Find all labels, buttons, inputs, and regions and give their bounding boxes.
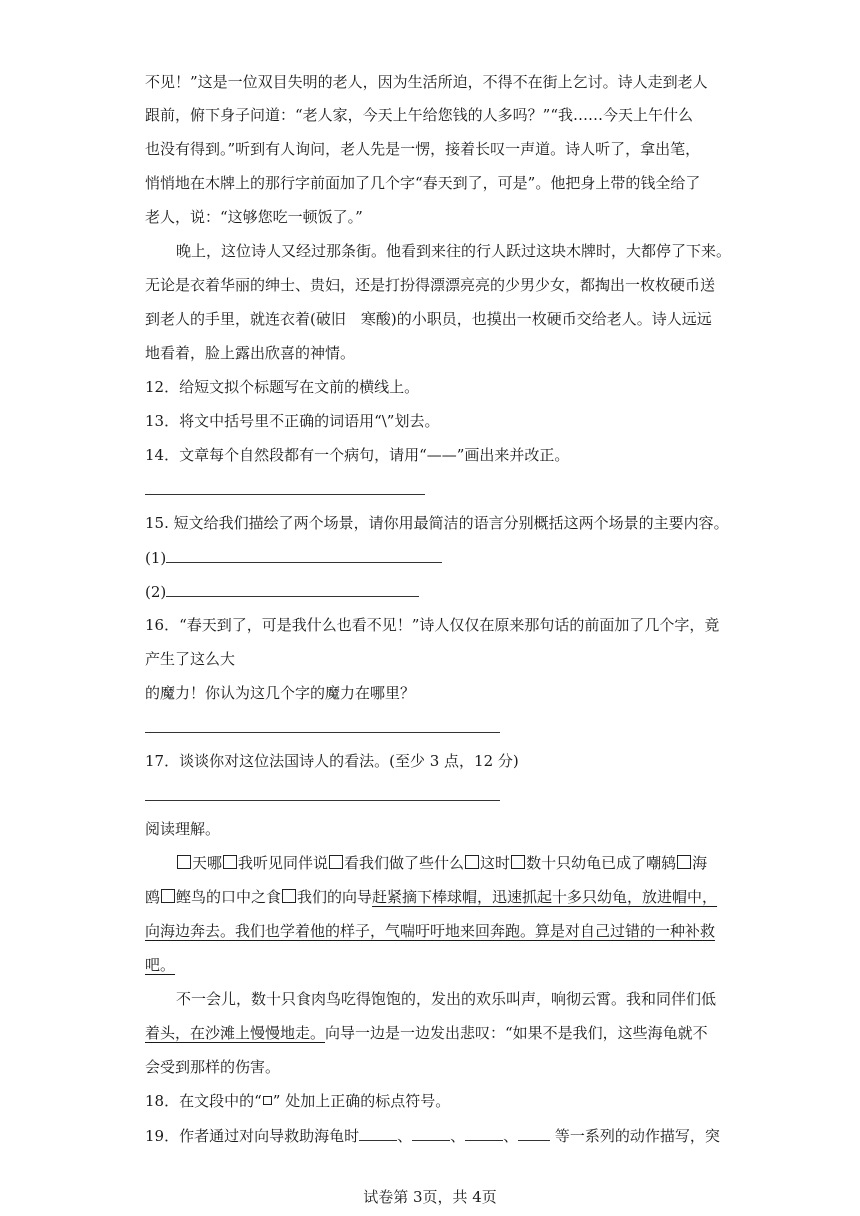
question-16-line-1: 16．“春天到了，可是我什么也看不见！”诗人仅仅在原来那句话的前面加了几个字，竟 [145, 616, 720, 634]
question-18 [145, 1092, 450, 1110]
answer-blank-15-1[interactable] [166, 548, 442, 563]
item-2-label: (2) [145, 583, 167, 601]
section-heading: 阅读理解。 [145, 820, 221, 838]
text-span: 天哪 [192, 854, 223, 872]
question-13: 13．将文中括号里不正确的词语用“\”划去。 [145, 412, 440, 430]
passage2-line-3: 向海边奔去。我们也学着他的样子，气喘吁吁地来回奔跑。算是对自己过错的一种补救 [145, 922, 716, 940]
text-span: ” 处加上正确的标点符号。 [272, 1092, 451, 1110]
text-span: 看我们做了些什么 [344, 854, 465, 872]
page-footer: 试卷第 3页，共 4页 [363, 1188, 497, 1206]
question-16-line-2: 产生了这么大 [145, 650, 236, 668]
passage2-line-2 [145, 888, 717, 906]
question-12: 12．给短文拟个标题写在文前的横线上。 [145, 378, 420, 396]
punct-box[interactable] [161, 889, 175, 903]
question-15-item-1 [145, 548, 442, 567]
text-span: 等一系列的动作描写，突 [550, 1127, 720, 1145]
question-17: 17．谈谈你对这位法国诗人的看法。(至少 3 点，12 分) [145, 752, 519, 770]
punct-box[interactable] [282, 889, 296, 903]
text-span: 这时 [480, 854, 511, 872]
passage1-line-6: 晚上，这位诗人又经过那条街。他看到来往的行人跃过这块木牌时，大都停了下来。 [176, 242, 732, 260]
passage2-line-6 [145, 1024, 708, 1042]
passage2-line-7: 会受到那样的伤害。 [145, 1058, 281, 1076]
answer-blank-19-2[interactable] [412, 1126, 450, 1141]
answer-blank-15-2[interactable] [166, 582, 419, 597]
punct-box[interactable] [465, 855, 479, 869]
text-span: 海 [692, 854, 708, 872]
answer-line-16[interactable] [145, 732, 500, 733]
text-span: 19．作者通过对向导救助海龟时 [145, 1127, 360, 1145]
passage1-line-9: 地看着，脸上露出欣喜的神情。 [145, 344, 356, 362]
punct-box[interactable] [329, 855, 343, 869]
question-15-item-2 [145, 582, 419, 601]
answer-blank-19-3[interactable] [465, 1126, 503, 1141]
punct-box[interactable] [677, 855, 691, 869]
passage1-line-1: 不见！”这是一位双目失明的老人，因为生活所迫，不得不在街上乞讨。诗人走到老人 [145, 73, 708, 91]
punct-box[interactable] [223, 855, 237, 869]
passage1-line-5: 老人，说：“这够您吃一顿饭了。” [145, 208, 363, 226]
underlined-text: 赶紧摘下棒球帽，迅速抓起十多只幼龟，放进帽中， [372, 888, 718, 906]
passage1-line-3: 也没有得到。”听到有人询问，老人先是一愣，接着长叹一声道。诗人听了，拿出笔， [145, 140, 701, 158]
question-19 [145, 1126, 720, 1145]
separator: 、 [503, 1127, 519, 1145]
text-span: 数十只幼龟已成了嘲鸫 [526, 854, 677, 872]
text-span: 18．在文段中的“ [145, 1092, 262, 1110]
answer-line-17[interactable] [145, 800, 500, 801]
item-1-label: (1) [145, 549, 167, 567]
punct-box[interactable] [511, 855, 525, 869]
passage1-line-8: 到老人的手里，就连衣着(破旧 寒酸)的小职员，也摸出一枚硬币交给老人。诗人远远 [145, 310, 712, 328]
question-16-line-3: 的魔力！你认为这几个字的魔力在哪里？ [145, 684, 416, 702]
punct-box[interactable] [177, 855, 191, 869]
text-span: 鲣鸟的口中之食 [176, 888, 282, 906]
answer-line-14[interactable] [145, 494, 425, 495]
question-15: 15. 短文给我们描绘了两个场景，请你用最简洁的语言分别概括这两个场景的主要内容。 [145, 514, 729, 532]
question-14: 14．文章每个自然段都有一个病句，请用“——”画出来并改正。 [145, 446, 570, 464]
text-span: 向导一边是一边发出悲叹：“如果不是我们，这些海龟就不 [325, 1024, 708, 1042]
answer-blank-19-1[interactable] [359, 1126, 397, 1141]
passage2-line-1 [176, 854, 707, 872]
underlined-text: 着头，在沙滩上慢慢地走。 [145, 1024, 326, 1042]
text-span: 鸥 [145, 888, 161, 906]
box-icon [263, 1096, 272, 1105]
passage1-line-2: 跟前，俯下身子问道：“老人家，今天上午给您钱的人多吗？”“我……今天上午什么 [145, 106, 694, 124]
separator: 、 [450, 1127, 466, 1145]
passage1-line-4: 悄悄地在木牌上的那行字前面加了几个字“春天到了，可是”。他把身上带的钱全给了 [145, 174, 701, 192]
passage2-line-4: 吧。 [145, 956, 176, 974]
passage1-line-7: 无论是衣着华丽的绅士、贵妇，还是打扮得漂漂亮亮的少男少女，都掏出一枚枚硬币送 [145, 276, 716, 294]
text-span: 我听见同伴说 [238, 854, 329, 872]
text-span: 我们的向导 [297, 888, 373, 906]
passage2-line-5: 不一会儿，数十只食肉鸟吃得饱饱的，发出的欢乐叫声，响彻云霄。我和同伴们低 [176, 990, 717, 1008]
answer-blank-19-4[interactable] [518, 1126, 550, 1141]
separator: 、 [397, 1127, 413, 1145]
